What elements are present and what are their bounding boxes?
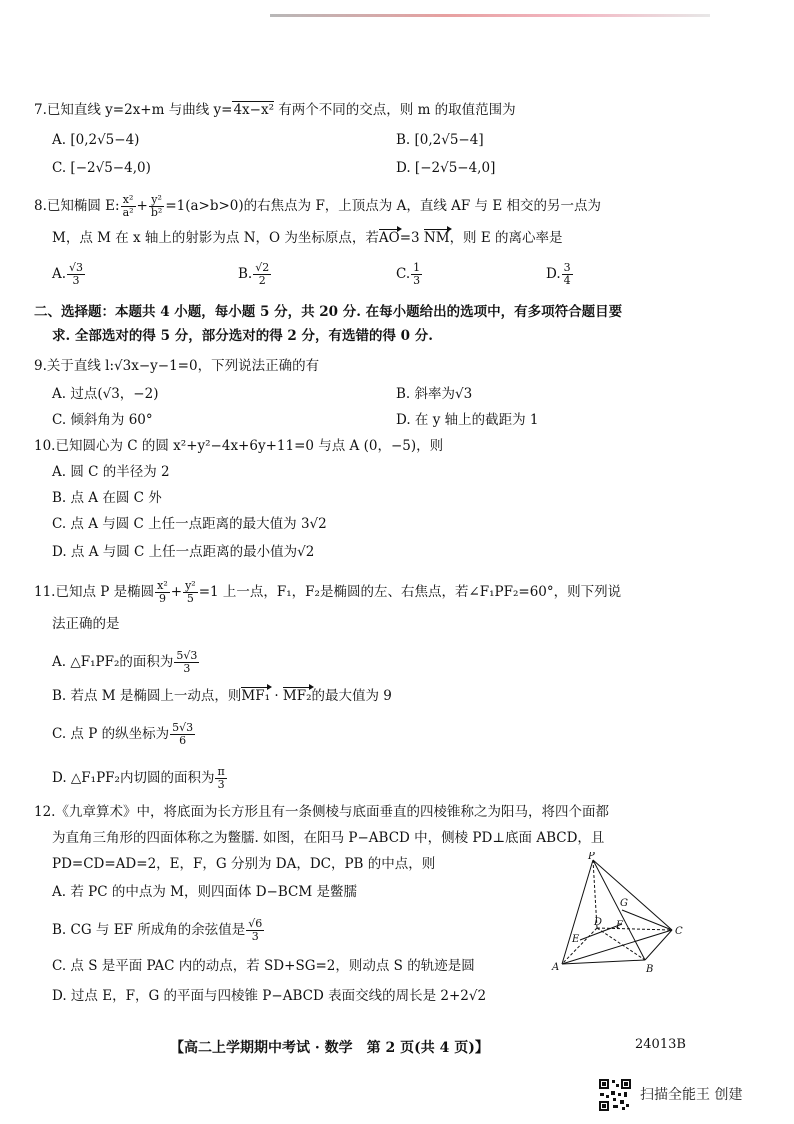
scanner-watermark: 扫描全能王 创建 xyxy=(640,1087,743,1103)
q8-stem1-a: 8.已知椭圆 E: xyxy=(34,198,120,214)
q11-option-a xyxy=(52,650,200,675)
q7-stem-end: 有两个不同的交点，则 m 的取值范围为 xyxy=(274,102,516,118)
q11-a-num: 5√3 xyxy=(176,649,198,662)
q11-stem-line2: 法正确的是 xyxy=(52,616,120,632)
q8-frac-y-num: y² xyxy=(149,194,164,207)
q11-c-num: 5√3 xyxy=(172,721,194,734)
q11-option-d-frac xyxy=(215,766,226,791)
q11-frac-x xyxy=(155,580,170,605)
q8-option-d-frac xyxy=(562,262,573,287)
q11-option-b xyxy=(52,686,392,706)
q7-option-c: C. [−2√5−4,0) xyxy=(52,160,151,176)
q11-frac-y-num: y² xyxy=(185,579,196,592)
label-a: A xyxy=(552,962,560,973)
q8-frac-x xyxy=(121,194,136,219)
edge-pa xyxy=(562,860,593,964)
q11-frac-y xyxy=(183,580,198,605)
q11-option-d-text: D. △F₁PF₂内切圆的面积为 xyxy=(52,770,215,786)
q8-option-c-frac xyxy=(411,262,422,287)
q11-stem1-b: =1 上一点，F₁，F₂是椭圆的左、右焦点，若∠F₁PF₂=60°，则下列说 xyxy=(198,584,622,600)
q8-stem2-b: =3 xyxy=(399,230,420,246)
q12-line1: 12.《九章算术》中，将底面为长方形且有一条侧棱与底面垂直的四棱锥称之为阳马，将四个面都 xyxy=(34,804,609,820)
q8-vector-ao: AO xyxy=(378,230,400,246)
q12-option-c: C. 点 S 是平面 PAC 内的动点，若 SD+SG=2，则动点 S 的轨迹是圆 xyxy=(52,958,475,974)
q11-vector-mf1: MF₁ xyxy=(241,688,271,704)
label-e: E xyxy=(572,934,580,945)
edge-cg xyxy=(622,910,672,930)
q7-option-b: B. [0,2√5−4] xyxy=(396,132,484,148)
q11-c-den: 6 xyxy=(179,734,187,747)
label-g: G xyxy=(620,898,628,909)
edge-pb xyxy=(593,860,645,960)
q11-stem-line1: 11.已知点 P 是椭圆 $\frac{\text{x²}}{9}$ + $\frac{\text{y²}}{5}$ =1 上一点，F₁，F₂是椭圆的左、右焦点，若∠F₁PF₂=60°，则下列说 xyxy=(34,579,622,605)
q8-b-num: √2 xyxy=(255,261,270,274)
q8-frac-x-den: a² xyxy=(122,206,134,219)
q11-d-num: π xyxy=(217,765,225,778)
page-footer: 【高二上学期期中考试 · 数学 第 2 页(共 4 页)】 xyxy=(170,1040,489,1056)
q8-a-num: √3 xyxy=(69,261,84,274)
q7-curve-radical: 4x−x² xyxy=(233,102,274,118)
q8-option-d xyxy=(546,262,574,287)
pyramid-figure xyxy=(550,852,695,977)
q8-option-b-frac xyxy=(253,262,271,287)
qr-code-icon xyxy=(598,1078,632,1112)
q8-option-c-label: C. xyxy=(396,266,411,282)
top-decoration-line xyxy=(270,14,710,17)
q11-dot: · xyxy=(270,688,283,704)
q8-d-num: 3 xyxy=(563,261,571,274)
q12-option-b-frac xyxy=(246,918,264,943)
q7-option-a: A. [0,2√5−4) xyxy=(52,132,140,148)
edge-db-hidden xyxy=(597,928,645,960)
q12-b-den: 3 xyxy=(251,930,259,943)
q8-c-num: 1 xyxy=(413,261,421,274)
q8-option-a xyxy=(52,262,86,287)
label-p: P xyxy=(588,852,595,862)
q8-stem-line2 xyxy=(52,228,563,248)
section2-line1: 二、选择题：本题共 4 小题，每小题 5 分，共 20 分. 在每小题给出的选项中，有多项符合题目要 xyxy=(34,304,623,320)
q11-option-d xyxy=(52,766,228,791)
q7-stem-text: 7.已知直线 y=2x+m 与曲线 y= xyxy=(34,102,233,118)
q11-frac-x-den: 9 xyxy=(158,592,166,605)
label-d: D xyxy=(594,917,603,928)
q11-option-b-end: 的最大值为 9 xyxy=(311,688,392,704)
q8-stem2-c: ，则 E 的离心率是 xyxy=(449,230,563,246)
q11-frac-y-den: 5 xyxy=(186,592,194,605)
q9-stem: 9.关于直线 l:√3x−y−1=0，下列说法正确的有 xyxy=(34,358,320,374)
q12-line3: PD=CD=AD=2，E，F，G 分别为 DA，DC，PB 的中点，则 xyxy=(52,856,436,872)
q11-d-den: 3 xyxy=(217,778,225,791)
q7-stem xyxy=(34,100,516,120)
label-c: C xyxy=(675,926,683,937)
q8-option-b-label: B. xyxy=(238,266,253,282)
q10-option-d: D. 点 A 与圆 C 上任一点距离的最小值为√2 xyxy=(52,544,315,560)
q8-b-den: 2 xyxy=(258,274,266,287)
q9-option-b: B. 斜率为√3 xyxy=(396,386,473,402)
q12-b-num: √6 xyxy=(248,917,263,930)
q11-frac-x-num: x² xyxy=(157,579,168,592)
q8-stem1-b: =1(a>b>0)的右焦点为 F，上顶点为 A，直线 AF 与 E 相交的另一点为 xyxy=(165,198,601,214)
label-f: F xyxy=(616,920,623,931)
q11-vector-mf2: MF₂ xyxy=(282,688,312,704)
q8-c-den: 3 xyxy=(413,274,421,287)
q8-option-d-label: D. xyxy=(546,266,561,282)
q7-option-d: D. [−2√5−4,0] xyxy=(396,160,496,176)
q12-line2: 为直角三角形的四面体称之为鳖臑. 如图，在阳马 P−ABCD 中，侧棱 PD⊥底面 ABCD，且 xyxy=(52,830,605,846)
q11-option-a-text: A. △F₁PF₂的面积为 xyxy=(52,654,174,670)
q11-a-den: 3 xyxy=(183,662,191,675)
q11-option-c-text: C. 点 P 的纵坐标为 xyxy=(52,726,170,742)
q8-stem2-a: M，点 M 在 x 轴上的射影为点 N，O 为坐标原点，若 xyxy=(52,230,379,246)
edge-pc xyxy=(593,860,672,930)
q8-option-a-frac xyxy=(67,262,85,287)
q11-option-c xyxy=(52,722,196,747)
q10-option-c: C. 点 A 与圆 C 上任一点距离的最大值为 3√2 xyxy=(52,516,327,532)
q12-option-b-text: B. CG 与 EF 所成角的余弦值是 xyxy=(52,922,246,938)
q12-option-b xyxy=(52,918,265,943)
q8-vector-nm: NM xyxy=(423,230,450,246)
q8-option-a-label: A. xyxy=(52,266,67,282)
q8-frac-y-den: b² xyxy=(150,206,163,219)
q10-option-b: B. 点 A 在圆 C 外 xyxy=(52,490,162,506)
q10-stem: 10.已知圆心为 C 的圆 x²+y²−4x+6y+11=0 与点 A (0，−5)，则 xyxy=(34,438,444,454)
paper-code: 24013B xyxy=(635,1037,686,1052)
q11-option-c-frac xyxy=(170,722,195,747)
q10-option-a: A. 圆 C 的半径为 2 xyxy=(52,464,170,480)
q8-option-b xyxy=(238,262,272,287)
q9-option-d: D. 在 y 轴上的截距为 1 xyxy=(396,412,539,428)
q8-d-den: 4 xyxy=(563,274,571,287)
q8-stem-line1: 8.已知椭圆 E: $\frac{\text{x²}}{\text{a²}}$ + $\frac{\text{y²}}{\text{b²}}$ =1(a>b>0)的右焦点为 F，上顶点为 A，直线 AF 与 E 相交的另一点为 xyxy=(34,193,601,219)
q8-frac-x-num: x² xyxy=(121,194,136,207)
q9-option-c: C. 倾斜角为 60° xyxy=(52,412,153,428)
q11-stem1-a: 11.已知点 P 是椭圆 xyxy=(34,584,155,600)
q12-option-a: A. 若 PC 的中点为 M，则四面体 D−BCM 是鳖臑 xyxy=(52,884,357,900)
q8-frac-y xyxy=(149,194,164,219)
q9-option-a: A. 过点(√3，−2) xyxy=(52,386,159,402)
q11-option-a-frac xyxy=(174,650,199,675)
q8-a-den: 3 xyxy=(72,274,80,287)
q8-option-c xyxy=(396,262,423,287)
q12-option-d: D. 过点 E，F，G 的平面与四棱锥 P−ABCD 表面交线的周长是 2+2√2 xyxy=(52,988,487,1004)
q11-option-b-text: B. 若点 M 是椭圆上一动点，则 xyxy=(52,688,242,704)
section2-line2: 求. 全部选对的得 5 分，部分选对的得 2 分，有选错的得 0 分. xyxy=(52,328,433,344)
label-b: B xyxy=(646,964,654,975)
